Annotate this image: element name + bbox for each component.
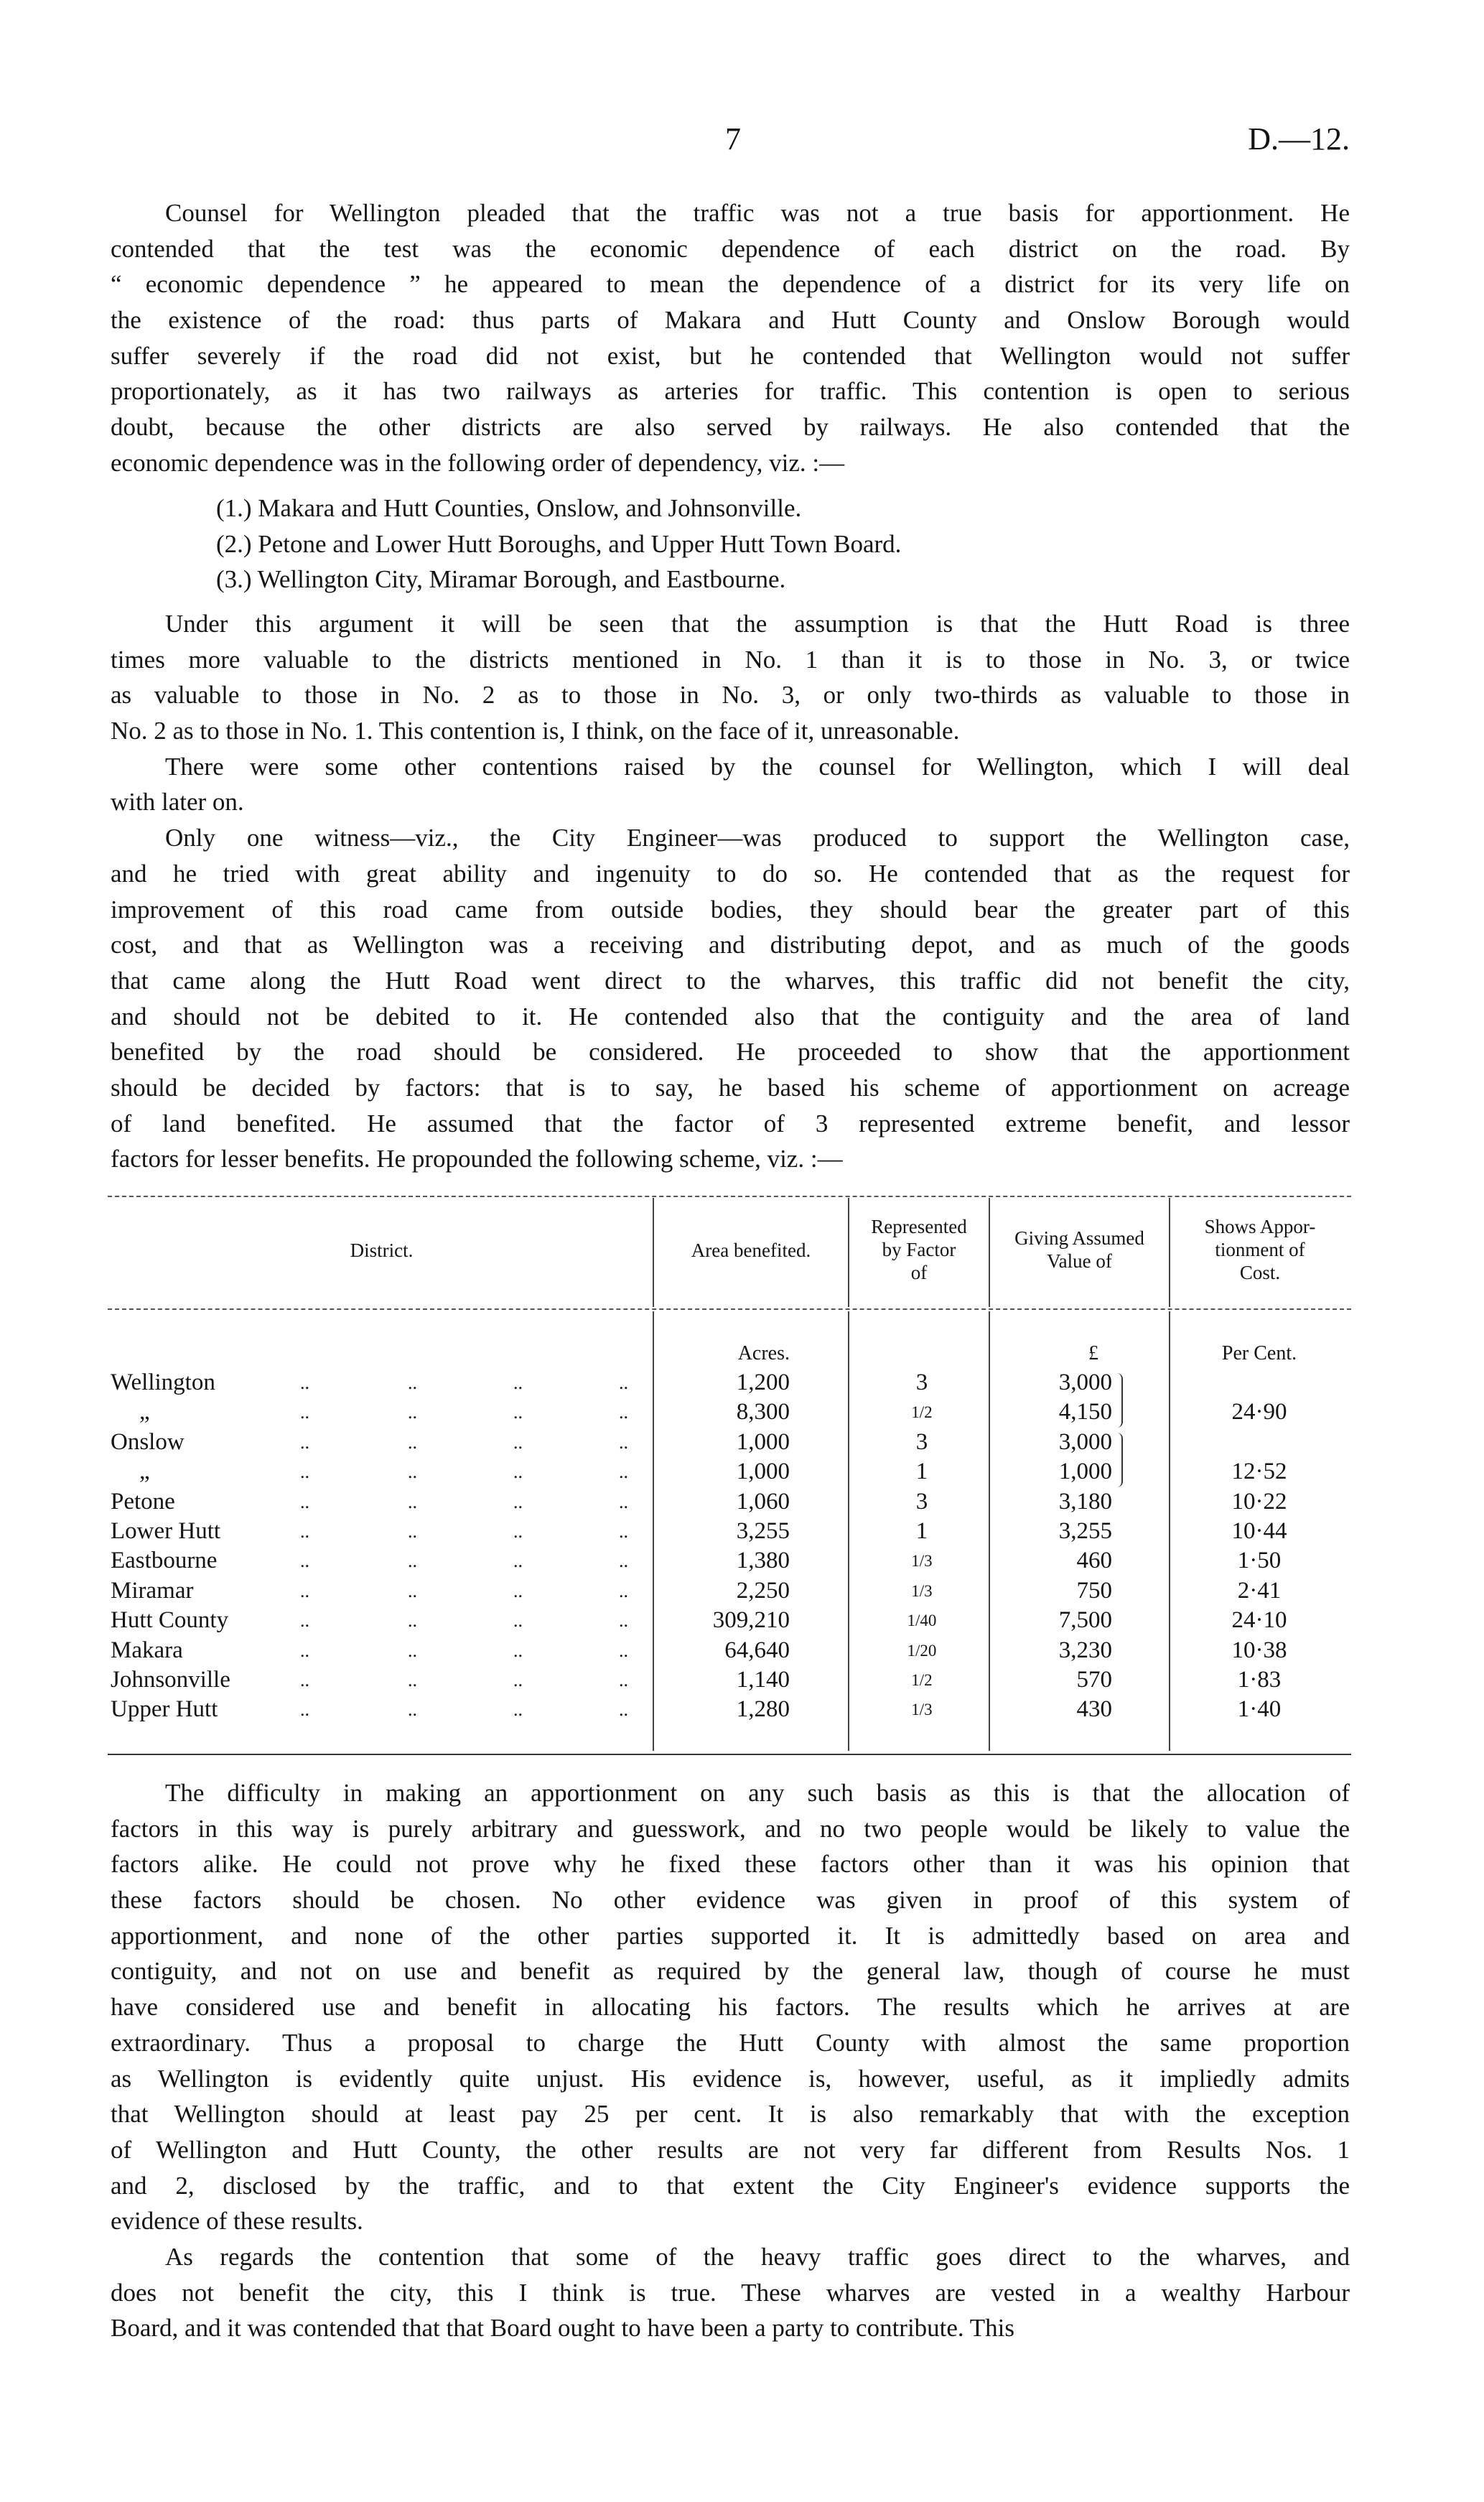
- dot-leader: ..: [513, 1431, 523, 1453]
- factor-value: 1: [915, 1518, 928, 1544]
- text-line: No. 2 as to those in No. 1. This contention is, I think, on the face of it, unreasonable.: [111, 717, 960, 745]
- district-name: Upper Hutt: [111, 1696, 218, 1723]
- text-line: that Wellington should at least pay 25 per cent. It is also remarkably that with the exception: [111, 2100, 1350, 2129]
- assumed-value: 460: [1076, 1548, 1112, 1574]
- text-line: and he tried with great ability and ingenuity to do so. He contended that as the request for: [111, 859, 1350, 888]
- area-value: 1,000: [736, 1459, 790, 1485]
- dot-leader: ..: [619, 1402, 628, 1423]
- pct-value: 12·52: [1231, 1459, 1287, 1484]
- text-line: as valuable to those in No. 2 as to those in No. 3, or only two-thirds as valuable to those in: [111, 681, 1350, 710]
- text-line: The difficulty in making an apportionment on any such basis as this is that the allocation of: [165, 1779, 1350, 1807]
- dot-leader: ..: [619, 1580, 628, 1601]
- area-value: 1,140: [736, 1667, 790, 1693]
- paragraph-2-4: [111, 606, 1350, 1177]
- text-line: factors in this way is purely arbitrary and guesswork, and no two people would be likely to value the: [111, 1814, 1350, 1843]
- district-name: „: [139, 1399, 150, 1426]
- table-row: [111, 1695, 1350, 1724]
- text-line: doubt, because the other districts are also served by railways. He also contended that the: [111, 413, 1350, 442]
- dot-leader: ..: [513, 1521, 523, 1542]
- pct-value: 2·41: [1237, 1577, 1282, 1604]
- table-row: [111, 1665, 1350, 1695]
- table-header-rule: [108, 1308, 1351, 1310]
- pct-value: 1·40: [1237, 1696, 1282, 1723]
- dot-leader: ..: [513, 1372, 523, 1393]
- dot-leader: ..: [408, 1521, 417, 1542]
- paragraph-6: [111, 2239, 1350, 2346]
- factor-value: 3: [915, 1428, 928, 1455]
- text-line: of Wellington and Hutt County, the other results are not very far different from Results Nos. 1: [111, 2135, 1350, 2164]
- text-line: and 2, disclosed by the traffic, and to that extent the City Engineer's evidence supports the: [111, 2171, 1350, 2200]
- factor-fraction: 1/2: [911, 1403, 933, 1422]
- factor-fraction: 1/3: [911, 1701, 933, 1719]
- dot-leader: ..: [619, 1670, 628, 1691]
- paragraph-5: [111, 1775, 1350, 2239]
- dot-leader: ..: [300, 1521, 309, 1542]
- factor-fraction: 1/3: [911, 1552, 933, 1571]
- district-name: Onslow: [111, 1428, 185, 1455]
- dot-leader: ..: [513, 1670, 523, 1691]
- text-line: times more valuable to the districts mentioned in No. 1 than it is to those in No. 3, or twice: [111, 645, 1350, 674]
- district-name: Johnsonville: [111, 1667, 230, 1693]
- assumed-value: 3,255: [1058, 1518, 1112, 1544]
- paragraph-5-6: [111, 1775, 1350, 2346]
- header-pct-line: Shows Appor-: [1204, 1216, 1316, 1237]
- area-value: 1,000: [736, 1428, 790, 1455]
- factor-fraction: 1/3: [911, 1581, 933, 1600]
- text-line: extraordinary. Thus a proposal to charge the Hutt County with almost the same proportion: [111, 2028, 1350, 2057]
- header-factor: [849, 1215, 989, 1284]
- dot-leader: ..: [619, 1610, 628, 1632]
- text-line: that came along the Hutt Road went direct to the wharves, this traffic did not benefit the city,: [111, 966, 1350, 995]
- header-district: District.: [350, 1240, 414, 1261]
- dot-leader: ..: [408, 1610, 417, 1632]
- dot-leader: ..: [408, 1461, 417, 1483]
- text-line: cost, and that as Wellington was a receiving and distributing depot, and as much of the goods: [111, 931, 1350, 959]
- header-factor-line: of: [910, 1262, 928, 1283]
- area-value: 3,255: [736, 1518, 790, 1544]
- area-value: 309,210: [712, 1607, 790, 1634]
- table-top-rule: [108, 1196, 1351, 1197]
- area-value: 64,640: [724, 1637, 790, 1663]
- header-value: [990, 1227, 1169, 1273]
- text-line: the existence of the road: thus parts of Makara and Hutt County and Onslow Borough would: [111, 306, 1350, 335]
- dot-leader: ..: [513, 1640, 523, 1661]
- area-value: 1,380: [736, 1548, 790, 1574]
- text-line: as Wellington is evidently quite unjust. His evidence is, however, useful, as it impliedly admits: [111, 2064, 1350, 2093]
- table-row: [111, 1517, 1350, 1546]
- factor-fraction: 1/20: [907, 1641, 937, 1660]
- district-name: Petone: [111, 1488, 175, 1515]
- dot-leader: ..: [408, 1699, 417, 1721]
- brace-onslow: [1116, 1433, 1123, 1487]
- district-name: Lower Hutt: [111, 1518, 221, 1544]
- paragraph-4: [111, 820, 1350, 1177]
- factor-value: 1: [915, 1459, 928, 1485]
- area-value: 1,280: [736, 1696, 790, 1723]
- dot-leader: ..: [619, 1550, 628, 1572]
- dot-leader: ..: [619, 1699, 628, 1721]
- header-pct: [1170, 1215, 1350, 1284]
- dot-leader: ..: [300, 1372, 309, 1393]
- assumed-value: 570: [1076, 1667, 1112, 1693]
- dot-leader: ..: [300, 1610, 309, 1632]
- header-factor-line: by Factor: [882, 1239, 956, 1260]
- dot-leader: ..: [513, 1461, 523, 1483]
- text-line: factors for lesser benefits. He propounded the following scheme, viz. :—: [111, 1145, 843, 1173]
- dependency-list: [111, 490, 1350, 597]
- text-line: have considered use and benefit in allocating his factors. The results which he arrives at are: [111, 1993, 1350, 2022]
- dot-leader: ..: [300, 1699, 309, 1721]
- pct-value: 24·90: [1231, 1399, 1287, 1425]
- assumed-value: 3,000: [1058, 1369, 1112, 1395]
- district-name: Wellington: [111, 1369, 215, 1395]
- text-line: Under this argument it will be seen that the assumption is that the Hutt Road is three: [165, 610, 1350, 638]
- dot-leader: ..: [619, 1372, 628, 1393]
- dot-leader: ..: [300, 1491, 309, 1512]
- pct-value: 10·22: [1231, 1488, 1287, 1515]
- dot-leader: ..: [408, 1372, 417, 1393]
- brace-wellington: [1116, 1373, 1123, 1428]
- area-value: 1,060: [736, 1488, 790, 1515]
- document-reference: D.—12.: [1248, 121, 1350, 157]
- text-line: (1.) Makara and Hutt Counties, Onslow, and Johnsonville.: [216, 494, 802, 522]
- text-line: benefited by the road should be considered. He proceeded to show that the apportionment: [111, 1038, 1350, 1066]
- dot-leader: ..: [300, 1431, 309, 1453]
- page-number: 7: [725, 121, 741, 157]
- area-value: 8,300: [736, 1399, 790, 1426]
- assumed-value: 750: [1076, 1577, 1112, 1604]
- grouped-pct-wellington: [111, 1382, 1350, 1441]
- assumed-value: 1,000: [1058, 1459, 1112, 1485]
- paragraph-1: [111, 195, 1350, 481]
- dot-leader: ..: [408, 1640, 417, 1661]
- text-line: with later on.: [111, 788, 244, 817]
- factor-fraction: 1/40: [907, 1612, 937, 1630]
- dot-leader: ..: [619, 1431, 628, 1453]
- units-row: [111, 1339, 1350, 1368]
- text-line: (2.) Petone and Lower Hutt Boroughs, and Upper Hutt Town Board.: [216, 529, 902, 558]
- table-row: [111, 1606, 1350, 1635]
- factor-fraction: 1/2: [911, 1671, 933, 1689]
- text-line: evidence of these results.: [111, 2207, 363, 2236]
- assumed-value: 4,150: [1058, 1399, 1112, 1426]
- district-name: Eastbourne: [111, 1548, 218, 1574]
- dot-leader: ..: [300, 1580, 309, 1601]
- header-value-line: Value of: [1047, 1250, 1112, 1272]
- pct-value: 24·10: [1231, 1607, 1287, 1634]
- text-line: “ economic dependence ” he appeared to mean the dependence of a district for its very life on: [111, 270, 1350, 299]
- header-value-line: Giving Assumed: [1014, 1227, 1144, 1249]
- pct-value: 10·44: [1231, 1518, 1287, 1544]
- text-line: (3.) Wellington City, Miramar Borough, and Eastbourne.: [216, 565, 786, 594]
- header-pct-line: Cost.: [1239, 1262, 1281, 1283]
- text-line: proportionately, as it has two railways as arteries for traffic. This contention is open to serious: [111, 377, 1350, 406]
- dot-leader: ..: [513, 1550, 523, 1572]
- dot-leader: ..: [300, 1550, 309, 1572]
- text-line: suffer severely if the road did not exist, but he contended that Wellington would not suffer: [111, 341, 1350, 370]
- dot-leader: ..: [408, 1431, 417, 1453]
- dot-leader: ..: [513, 1610, 523, 1632]
- text-line: does not benefit the city, this I think is true. These wharves are vested in a wealthy Harbour: [111, 2278, 1350, 2307]
- text-line: There were some other contentions raised by the counsel for Wellington, which I will deal: [165, 752, 1350, 781]
- text-line: Board, and it was contended that that Board ought to have been a party to contribute. This: [111, 2314, 1015, 2343]
- area-value: 2,250: [736, 1577, 790, 1604]
- assumed-value: 430: [1076, 1696, 1112, 1723]
- assumed-value: 7,500: [1058, 1607, 1112, 1634]
- dot-leader: ..: [513, 1580, 523, 1601]
- dot-leader: ..: [408, 1402, 417, 1423]
- pct-value: 10·38: [1231, 1637, 1287, 1663]
- text-line: Counsel for Wellington pleaded that the traffic was not a true basis for apportionment. He: [165, 199, 1350, 227]
- dot-leader: ..: [619, 1640, 628, 1661]
- unit-pct: Per Cent.: [1221, 1342, 1297, 1364]
- dot-leader: ..: [513, 1491, 523, 1512]
- text-line: should be decided by factors: that is to say, he based his scheme of apportionment on acreage: [111, 1073, 1350, 1102]
- text-line: contiguity, and not on use and benefit as required by the general law, though of course he must: [111, 1957, 1350, 1986]
- text-line: apportionment, and none of the other parties supported it. It is admittedly based on area and: [111, 1921, 1350, 1950]
- dot-leader: ..: [619, 1521, 628, 1542]
- text-line: and should not be debited to it. He contended also that the contiguity and the area of land: [111, 1002, 1350, 1031]
- table-row: [111, 1636, 1350, 1665]
- header-area: Area benefited.: [691, 1240, 811, 1261]
- text-line: Only one witness—viz., the City Engineer—was produced to support the Wellington case,: [165, 824, 1350, 852]
- dot-leader: ..: [300, 1670, 309, 1691]
- grouped-pct-onslow: [111, 1442, 1350, 1501]
- text-line: factors alike. He could not prove why he fixed these factors other than it was his opinion that: [111, 1850, 1350, 1879]
- district-name: Makara: [111, 1637, 183, 1663]
- paragraph-2: [111, 606, 1350, 749]
- text-line: of land benefited. He assumed that the factor of 3 represented extreme benefit, and lessor: [111, 1109, 1350, 1138]
- text-line: these factors should be chosen. No other evidence was given in proof of this system of: [111, 1886, 1350, 1915]
- dot-leader: ..: [513, 1402, 523, 1423]
- dot-leader: ..: [513, 1699, 523, 1721]
- dot-leader: ..: [408, 1550, 417, 1572]
- unit-area: Acres.: [737, 1342, 790, 1364]
- dot-leader: ..: [408, 1670, 417, 1691]
- dot-leader: ..: [408, 1580, 417, 1601]
- text-line: contended that the test was the economic dependence of each district on the road. By: [111, 234, 1350, 263]
- pct-value: 1·50: [1237, 1548, 1282, 1574]
- unit-value: £: [1088, 1342, 1098, 1364]
- pct-value: 1·83: [1237, 1667, 1282, 1693]
- dot-leader: ..: [300, 1402, 309, 1423]
- table-row: [111, 1546, 1350, 1576]
- dot-leader: ..: [408, 1491, 417, 1512]
- text-line: As regards the contention that some of the heavy traffic goes direct to the wharves, and: [165, 2242, 1350, 2271]
- text-line: improvement of this road came from outside bodies, they should bear the greater part of this: [111, 895, 1350, 924]
- assumed-value: 3,000: [1058, 1428, 1112, 1455]
- district-name: Hutt County: [111, 1607, 229, 1634]
- paragraph-3: [111, 749, 1350, 820]
- dot-leader: ..: [619, 1461, 628, 1483]
- assumed-value: 3,230: [1058, 1637, 1112, 1663]
- dot-leader: ..: [300, 1640, 309, 1661]
- dot-leader: ..: [300, 1461, 309, 1483]
- dot-leader: ..: [619, 1491, 628, 1512]
- area-value: 1,200: [736, 1369, 790, 1395]
- district-name: „: [139, 1459, 150, 1485]
- header-factor-line: Represented: [871, 1216, 967, 1237]
- assumed-value: 3,180: [1058, 1488, 1112, 1515]
- text-line: economic dependence was in the following order of dependency, viz. :—: [111, 448, 845, 477]
- table-row: [111, 1576, 1350, 1606]
- factor-value: 3: [915, 1369, 928, 1395]
- factor-value: 3: [915, 1488, 928, 1515]
- table-bottom-rule: [108, 1754, 1351, 1755]
- district-name: Miramar: [111, 1577, 194, 1604]
- header-pct-line: tionment of: [1215, 1239, 1305, 1260]
